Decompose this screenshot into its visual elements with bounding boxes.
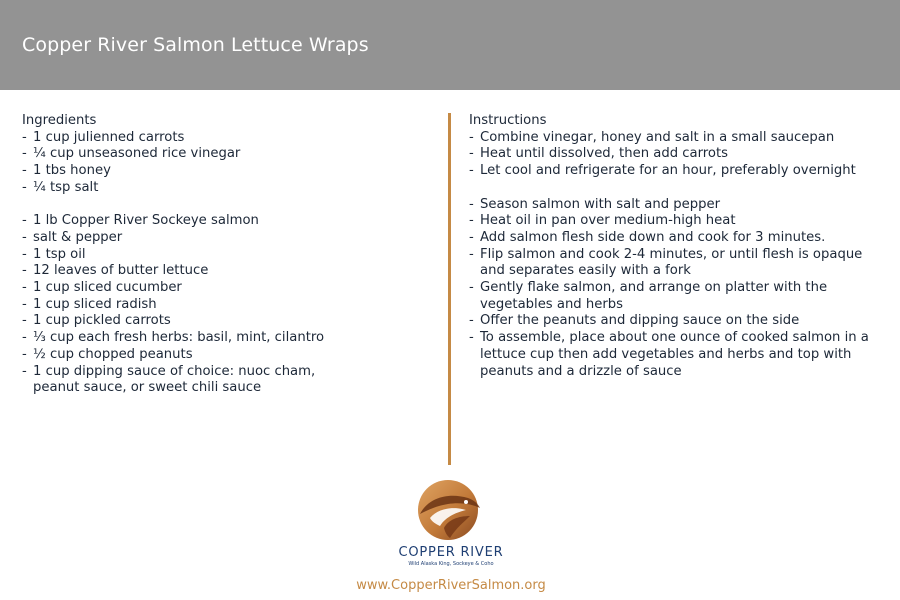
list-item: - 1 lb Copper River Sockeye salmon [22,213,432,230]
list-item: - Gently flake salmon, and arrange on platter with the vegetables and herbs [469,280,850,313]
list-item: - 1 cup pickled carrots [22,313,432,330]
list-item: - 1 cup dipping sauce of choice: nuoc cham, peanut sauce, or sweet chili sauce [22,364,333,397]
group-spacer [469,180,889,197]
list-item: - 12 leaves of butter lettuce [22,263,432,280]
recipe-title: Copper River Salmon Lettuce Wraps [22,34,369,56]
ingredients-group-1 [22,130,432,197]
group-spacer [22,197,432,214]
list-item: - Offer the peanuts and dipping sauce on the side [469,313,889,330]
instructions-group-1 [469,130,889,180]
list-item: - Flip salmon and cook 2-4 minutes, or until flesh is opaque and separates easily with a fork [469,247,875,280]
list-item: - 1 tsp oil [22,247,432,264]
page-header [0,0,900,90]
list-item: - ¼ tsp salt [22,180,432,197]
list-item: - 1 cup julienned carrots [22,130,432,147]
list-item: - Add salmon flesh side down and cook for 3 minutes. [469,230,889,247]
list-item: - Let cool and refrigerate for an hour, preferably overnight [469,163,889,180]
list-item: - Heat oil in pan over medium-high heat [469,213,889,230]
ingredients-heading: Ingredients [22,113,97,128]
list-item: - salt & pepper [22,230,432,247]
list-item: - Season salmon with salt and pepper [469,197,889,214]
list-item: - ¼ cup unseasoned rice vinegar [22,146,432,163]
list-item: - ½ cup chopped peanuts [22,347,432,364]
instructions-column [469,113,889,380]
ingredients-column [22,113,432,397]
list-item: - Heat until dissolved, then add carrots [469,146,889,163]
list-item: - 1 tbs honey [22,163,432,180]
salmon-logo-icon [414,478,482,542]
ingredients-group-2 [22,213,432,397]
list-item: - To assemble, place about one ounce of cooked salmon in a lettuce cup then add vegetables and herbs and top with peanuts and a drizzle of sauce [469,330,875,380]
website-link[interactable]: www.CopperRiverSalmon.org [356,578,546,593]
list-item: - 1 cup sliced radish [22,297,432,314]
column-divider [448,113,451,465]
brand-tagline: Wild Alaska King, Sockeye & Coho [408,561,494,567]
instructions-group-2 [469,197,889,381]
list-item: - ⅓ cup each fresh herbs: basil, mint, cilantro [22,330,432,347]
list-item: - 1 cup sliced cucumber [22,280,432,297]
list-item: - Combine vinegar, honey and salt in a small saucepan [469,130,889,147]
brand-name: COPPER RIVER [398,545,504,560]
instructions-heading: Instructions [469,113,547,128]
